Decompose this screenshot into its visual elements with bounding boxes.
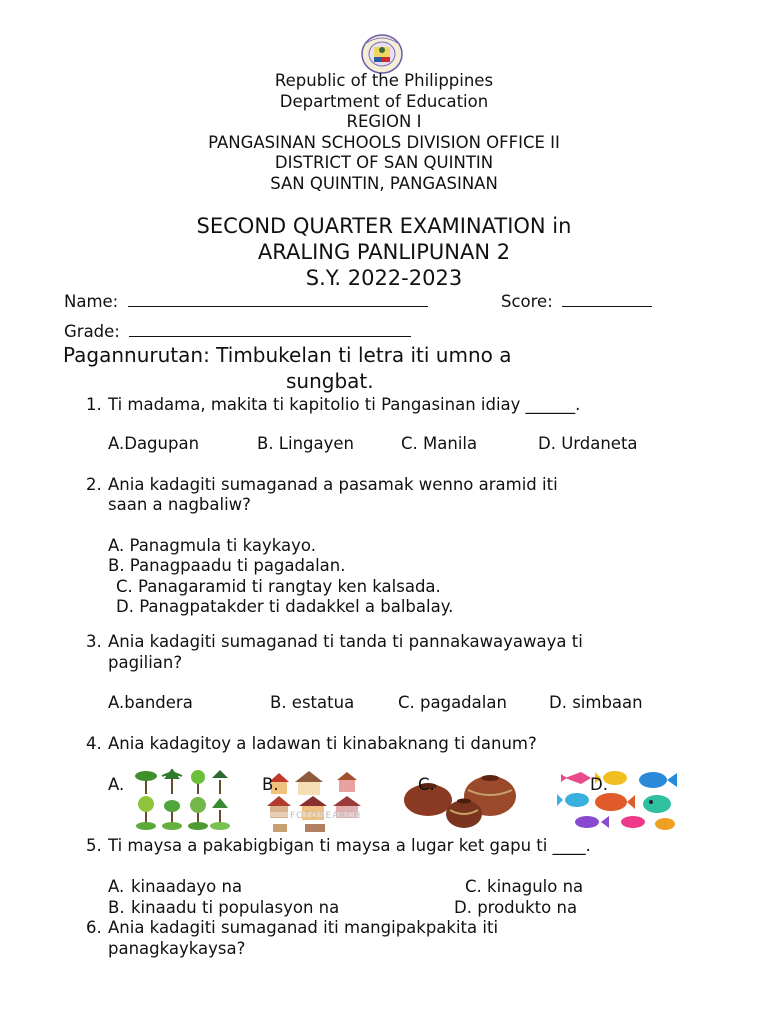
exam-title-line-1: SECOND QUARTER EXAMINATION in [196,214,572,238]
q5-choice-d[interactable]: D. produkto na [454,898,578,917]
grade-blank[interactable] [129,321,411,337]
instructions-line-2: sungbat. [286,369,374,393]
q4-choice-a[interactable]: A. [108,775,125,794]
q1-choice-c[interactable]: C. Manila [401,434,478,453]
q1-choice-b[interactable]: B. Lingayen [257,434,355,453]
q4-fish-image[interactable] [557,768,683,832]
q4-watermark: FOTOSEARCH [290,811,362,821]
q5-text: Ti maysa a pakabigbigan ti maysa a lugar ket gapu ti ____. [108,836,591,855]
deped-seal-logo [355,34,409,74]
q2-number: 2. [86,475,102,494]
q5-number: 5. [86,836,102,855]
q1-choice-d[interactable]: D. Urdaneta [538,434,638,453]
q4-choice-c[interactable]: C. [418,775,435,794]
q5-choice-a-letter[interactable]: A. [108,877,125,896]
q4-choice-b[interactable]: B. [262,775,279,794]
q3-choice-a[interactable]: A.bandera [108,693,193,712]
name-label: Name: [64,292,119,311]
header-line-department: Department of Education [279,92,489,111]
q5-choice-a-text[interactable]: kinaadayo na [131,877,243,896]
header-line-republic: Republic of the Philippines [274,71,494,90]
instructions-line-1: Pagannurutan: Timbukelan ti letra iti umno a [63,343,512,367]
name-field[interactable] [64,291,428,312]
q3-text-line-2: pagilian? [108,653,183,672]
header-line-region: REGION I [346,112,422,131]
q3-text-line-1: Ania kadagiti sumaganad ti tanda ti pannakawayawaya ti [108,632,583,651]
q1-number: 1. [86,395,102,414]
q6-text-line-2: panagkaykaysa? [108,939,246,958]
q4-trees-image[interactable] [132,768,232,832]
q2-text-line-1: Ania kadagiti sumaganad a pasamak wenno aramid iti [108,475,558,494]
q3-number: 3. [86,632,102,651]
name-blank[interactable] [128,291,428,307]
q2-text-line-2: saan a nagbaliw? [108,495,251,514]
q3-choice-d[interactable]: D. simbaan [549,693,643,712]
grade-field[interactable] [64,321,411,342]
q4-text: Ania kadagitoy a ladawan ti kinabaknang ti danum? [108,734,537,753]
q1-choice-a[interactable]: A.Dagupan [108,434,200,453]
q5-choice-b-text[interactable]: kinaadu ti populasyon na [131,898,340,917]
q4-houses-image[interactable] [265,768,370,832]
score-blank[interactable] [562,291,652,307]
q3-choice-c[interactable]: C. pagadalan [398,693,507,712]
score-label: Score: [501,292,553,311]
q6-number: 6. [86,918,102,937]
header-line-municipality: SAN QUINTIN, PANGASINAN [270,174,498,193]
header-line-district: DISTRICT OF SAN QUINTIN [274,153,494,172]
q3-choice-b[interactable]: B. estatua [270,693,355,712]
score-field[interactable] [501,291,652,312]
q2-choice-b[interactable]: B. Panagpaadu ti pagadalan. [108,556,346,575]
q5-choice-b-letter[interactable]: B. [108,898,125,917]
exam-title-line-3: S.Y. 2022-2023 [305,266,463,290]
q2-choice-a[interactable]: A. Panagmula ti kaykayo. [108,536,316,555]
q1-text: Ti madama, makita ti kapitolio ti Pangasinan idiay ______. [108,395,581,414]
header-line-division: PANGASINAN SCHOOLS DIVISION OFFICE II [208,133,560,152]
q4-choice-d[interactable]: D. [590,775,608,794]
q6-text-line-1: Ania kadagiti sumaganad iti mangipakpakita iti [108,918,499,937]
q2-choice-c[interactable]: C. Panagaramid ti rangtay ken kalsada. [116,577,441,596]
q4-number: 4. [86,734,102,753]
q2-choice-d[interactable]: D. Panagpatakder ti dadakkel a balbalay. [116,597,454,616]
q5-choice-c[interactable]: C. kinagulo na [465,877,584,896]
grade-label: Grade: [64,322,120,341]
exam-title-line-2: ARALING PANLIPUNAN 2 [257,240,511,264]
